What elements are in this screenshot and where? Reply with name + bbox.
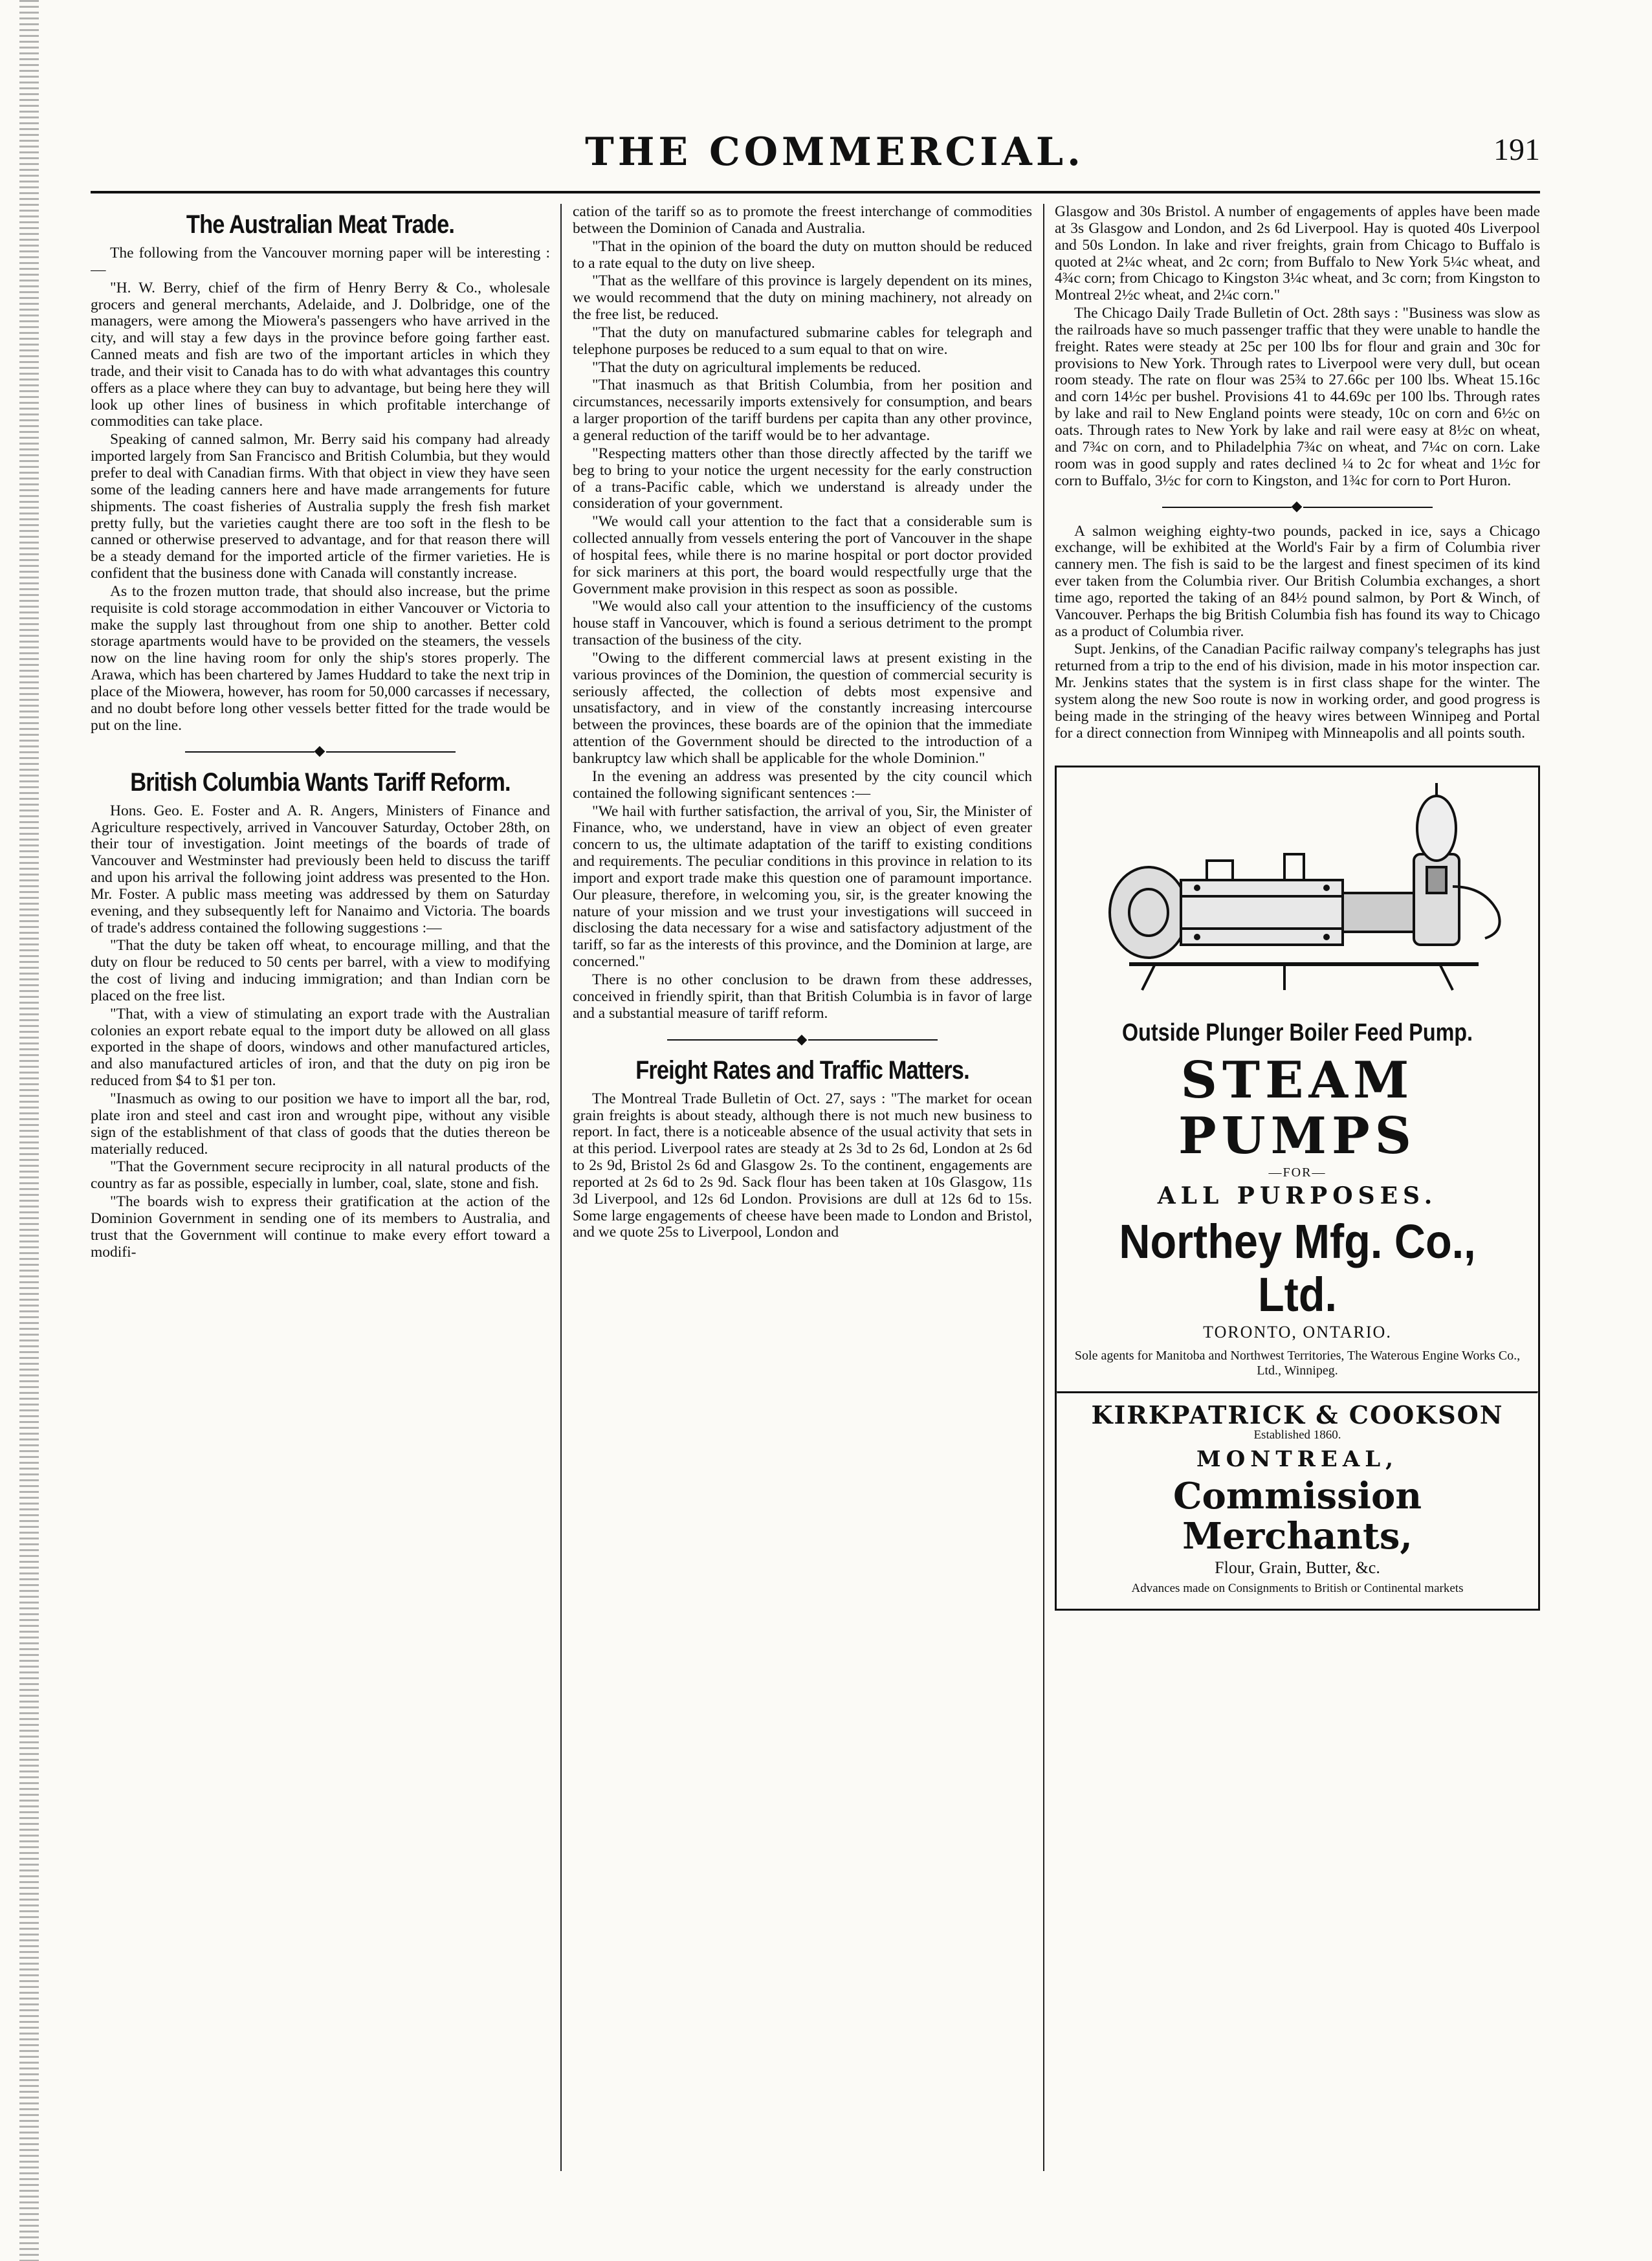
page-binding-edge [19,0,39,2261]
article-title-australian-meat-trade: The Australian Meat Trade. [186,210,455,239]
ad-firm-city: MONTREAL, [1196,1446,1398,1472]
ad-firm-name: KIRKPATRICK & COOKSON [1091,1400,1504,1429]
article-paragraph: "That the duty on agricultural implements be reduced. [592,358,921,376]
column-divider [560,204,562,2171]
ad-headline: STEAM PUMPS [1178,1051,1416,1166]
article-paragraph: "Respecting matters other than those directly affected by the tariff we beg to bring to your notice the urgent necessity for the early construction of a trans-Pacific cable, which we understand is already under the consideration of your government. [573,445,1032,513]
header-rule [91,191,1540,193]
ad-caption: Outside Plunger Boiler Feed Pump. [1121,1019,1473,1046]
article-paragraph: As to the frozen mutton trade, that should also increase, but the prime requisite is cold storage accommodation in either Vancouver or Victoria to make the supply last throughout from one ship to another. Better cold storage apartments would have to be provided on the steamers, the vessels now on the line having room for only the ship's stores properly. The Arawa, which has been chartered by James Huddard to take the next trip in place of the Miowera, however, has room for 50,000 carcasses if necessary, and no doubt before long other vessels better fitted for the trade would be put on the line. [91,582,550,734]
article-title-tariff-reform: British Columbia Wants Tariff Reform. [130,767,511,797]
column-1 [91,204,550,2171]
ad-established: Established 1860. [1253,1428,1341,1442]
column-2 [573,204,1032,2171]
ad-agents: Sole agents for Manitoba and Northwest Territories, The Waterous Engine Works Co., Ltd., Winnipeg. [1074,1348,1521,1378]
ad-for-line: —FOR— [1268,1165,1327,1180]
article-paragraph: "We would call your attention to the fact that a considerable sum is collected annually from vessels entering the port of Vancouver in the shape of hospital fees, while there is no marine hospital or port doctor provided for sick mariners at this port, the board would respectfully urge that the Government make provision in this respect as soon as possible. [573,513,1032,597]
article-paragraph: "Owing to the different commercial laws at present existing in the various provinces of the Dominion, the question of commercial security is seriously affected, the collection of debts most expensive and unsatisfactory, and in view of the constantly increasing intercourse between the provinces, these boards are of the opinion that the immediate attention of the Government should be directed to the introduction of a bankruptcy law which shall be applicable for the whole Dominion." [573,649,1032,767]
article-paragraph: The Montreal Trade Bulletin of Oct. 27, says : "The market for ocean grain freights is about steady, although there is not much new business to report. In fact, there is a noticeable absence of the usual activity that sets in at this period. Liverpool rates are steady at 2s 3d to 2s 6d, London at 2s 6d to 2s 9d, Bristol 2s 6d and Glasgow 2s. To the continent, engagements are reported at 2s 6d to 2s 9d. Sack flour has been taken at 10s Glasgow, 11s 3d Liverpool, and 12s 6d London. Provisions are dull at 12s 6d to 15s. Some large engagements of cheese have been made to London and Bristol, and we quote 25s to Liverpool, London and [573,1090,1032,1241]
article-paragraph: The Chicago Daily Trade Bulletin of Oct. 28th says : "Business was slow as the railroads have so much passenger traffic that they were unable to handle the freight. Rates were steady at 25c per 100 lbs for flour and grain and 30c for provisions to New York. Through rates to Liverpool were very dull, but ocean room steady. The rate on flour was 25¾ to 27.66c per 100 lbs. Wheat 15.16c and corn 14½c per bushel. Provisions 41 to 44.69c per 100 lbs. Through rates by lake and rail to New England points were steady, 10c on corn and 6½c on oats. Through rates to New York by lake and rail were easy at 8½c on wheat, and 7¾c on corn, and to Philadelphia 7¾c on wheat, and 7¼c on corn. Lake room was in good supply and rates declined ¼ to 2c for wheat and 1½c for corn to Buffalo, 3½c for corn to Kingston, and 1¾c for corn to Port Huron. [1055,305,1540,489]
article-paragraph: "Inasmuch as owing to our position we have to import all the bar, rod, plate iron and steel and cast iron and wrought pipe, without any visible sign of the establishment of that class of goods that the duties thereon be materially reduced. [91,1090,550,1158]
article-paragraph: "That the duty be taken off wheat, to encourage milling, and that the duty on flour be reduced to 50 cents per barrel, with a view to modifying the cost of living and inducing immigration; and than Indian corn be placed on the free list. [91,937,550,1004]
article-paragraph: "H. W. Berry, chief of the firm of Henry Berry & Co., wholesale grocers and general merchants, Adelaide, and J. Dolbridge, one of the managers, were among the Miowera's passengers who have arrived in the city, and will stay a few days in the province before going farther east. Canned meats and fish are two of the important articles in which they trade, and their visit to Canada has to do with what advantages this country offers as a place where they can buy to advantage, but being here they will look up other lines of business in which profitable interchange of commodities can take place. [91,279,550,430]
article-paragraph: "That in the opinion of the board the duty on mutton should be reduced to a rate equal to the duty on live sheep. [573,237,1032,272]
page-header [129,123,1540,188]
article-paragraph: "We would also call your attention to the insufficiency of the customs house staff in Vancouver, which is found a serious detriment to the prompt transaction of the business of the city. [573,598,1032,649]
ad-all-purposes: ALL PURPOSES. [1157,1182,1438,1209]
ad-divider [1057,1391,1538,1394]
ad-firm-goods: Flour, Grain, Butter, &c. [1215,1558,1380,1578]
article-paragraph: "That the Government secure reciprocity in all natural products of the country as far as possible, especially in lumber, coal, slate, stone and fish. [91,1158,550,1193]
article-paragraph: There is no other conclusion to be drawn from these addresses, conceived in friendly spirit, than that British Columbia is in favor of large and a substantial measure of tariff reform. [573,971,1032,1022]
article-paragraph: "That, with a view of stimulating an export trade with the Australian colonies an export rebate equal to the import duty be allowed on all glass exported in the shape of doors, windows and other manufactured articles, and also manufactured articles of iron, and that the duty on pig iron be reduced from $4 to $1 per ton. [91,1005,550,1090]
article-separator: ◆ [91,743,550,758]
advertisement-northey-pumps [1055,766,1540,1611]
article-separator: ◆ [573,1031,1032,1047]
article-title-freight-rates: Freight Rates and Traffic Matters. [635,1055,969,1085]
article-paragraph: "That as the wellfare of this province is largely dependent on its mines, we would recommend that the duty on mining machinery, not already on the free list, be reduced. [573,272,1032,324]
article-paragraph: Hons. Geo. E. Foster and A. R. Angers, Ministers of Finance and Agriculture respectively, arrived in Vancouver Saturday, October 28th, on their tour of investigation. Joint meetings of the boards of trade of Vancouver and Westminster had previously been held to discuss the tariff and upon his arrival the following joint address was presented to the Hon. Mr. Foster. A public mass meeting was addressed by them on Saturday evening, and they subsequently left for Nanaimo and Victoria. The boards of trade's address contained the following suggestions :— [91,802,550,936]
article-paragraph: "That inasmuch as that British Columbia, from her position and circumstances, necessarily imports extensively for consumption, and bears a larger proportion of the tariff burdens per capita than any other province, a general reduction of the tariff would be to her advantage. [573,377,1032,444]
article-paragraph: The following from the Vancouver morning paper will be interesting :— [91,245,550,278]
article-paragraph: Glasgow and 30s Bristol. A number of engagements of apples have been made at 3s Glasgow and London, and 2s 6d Liverpool. Hay is quoted 40s Liverpool and 50s London. In lake and river freights, grain from Chicago to Buffalo is quoted at 2¼c wheat, and 2c corn; from Buffalo to New York 5¼c wheat, and 4¾c corn; from Chicago to Kingston 3¼c wheat, and 3c corn; from Kingston to Montreal 2½c wheat, and 2¼c corn." [1055,204,1540,304]
ad-firm-headline: Commission Merchants, [1173,1474,1422,1558]
article-separator: ◆ [1055,498,1540,514]
boiler-feed-pump-illustration [1090,783,1504,1016]
ad-company-name: Northey Mfg. Co., Ltd. [1119,1215,1476,1321]
masthead-title: THE COMMERCIAL. [585,129,1085,175]
article-paragraph: "We hail with further satisfaction, the arrival of you, Sir, the Minister of Finance, who, we understand, have in view an object of even greater concern to us, the ultimate adaptation of the tariff to existing conditions and requirements. The peculiar conditions in this province in relation to its import and export trade make this question one of paramount importance. Our pleasure, therefore, in welcoming you, sir, is the greater knowing the nature of your mission and we trust your investigations will succeed in disclosing the data necessary for a wise and satisfactory adjustment of the tariff, so far as the interests of this province, and the Dominion at large, are concerned." [573,802,1032,971]
ad-city: TORONTO, ONTARIO. [1203,1323,1392,1342]
article-paragraph: A salmon weighing eighty-two pounds, packed in ice, says a Chicago exchange, will be exhibited at the World's Fair by a firm of Columbia river cannery men. The fish is said to be the largest and finest specimen of its kind ever taken from the Columbia river. Our British Columbia exchanges, a short time ago, reported the taking of an 84½ pound salmon, by Port & Winch, of Vancouver. Perhaps the big British Columbia fish has found its way to Chicago as a product of Columbia river. [1055,522,1540,640]
ad-firm-advances: Advances made on Consignments to British or Continental markets [1131,1581,1464,1595]
article-paragraph: cation of the tariff so as to promote the freest interchange of commodities between the Dominion of Canada and Australia. [573,204,1032,237]
column-divider [1043,204,1044,2171]
article-paragraph: "The boards wish to express their gratification at the action of the Dominion Government in sending one of its members to Australia, and trust that the Government will continue to make every effort toward a modifi- [91,1193,550,1261]
article-paragraph: In the evening an address was presented by the city council which contained the following significant sentences :— [573,767,1032,802]
column-3 [1055,204,1540,2171]
article-paragraph: Speaking of canned salmon, Mr. Berry said his company had already imported largely from San Francisco and British Columbia, but they would prefer to deal with Canadian firms. With that object in view they have seen some of the leading canners here and have made arrangements for future shipments. The coast fisheries of Australia supply the fresh fish market pretty fully, but the varieties caught there are too soft in the flesh to be canned or otherwise preserved to advantage, and for that reason there will be a steady demand for the imported article of the firmer varieties. He is confident that the business done with Canada will constantly increase. [91,431,550,582]
page-number: 191 [1493,133,1540,167]
article-paragraph: Supt. Jenkins, of the Canadian Pacific railway company's telegraphs has just returned from a trip to the end of his division, made in his motor inspection car. Mr. Jenkins states that the system is in first class shape for the winter. The system along the new Soo route is now in working order, and good progress is being made in the stringing of the heavy wires between Winnipeg and Portal for a direct connection from Winnipeg with Minneapolis and all points south. [1055,641,1540,742]
article-paragraph: "That the duty on manufactured submarine cables for telegraph and telephone purposes be reduced to a sum equal to that on wire. [573,324,1032,358]
